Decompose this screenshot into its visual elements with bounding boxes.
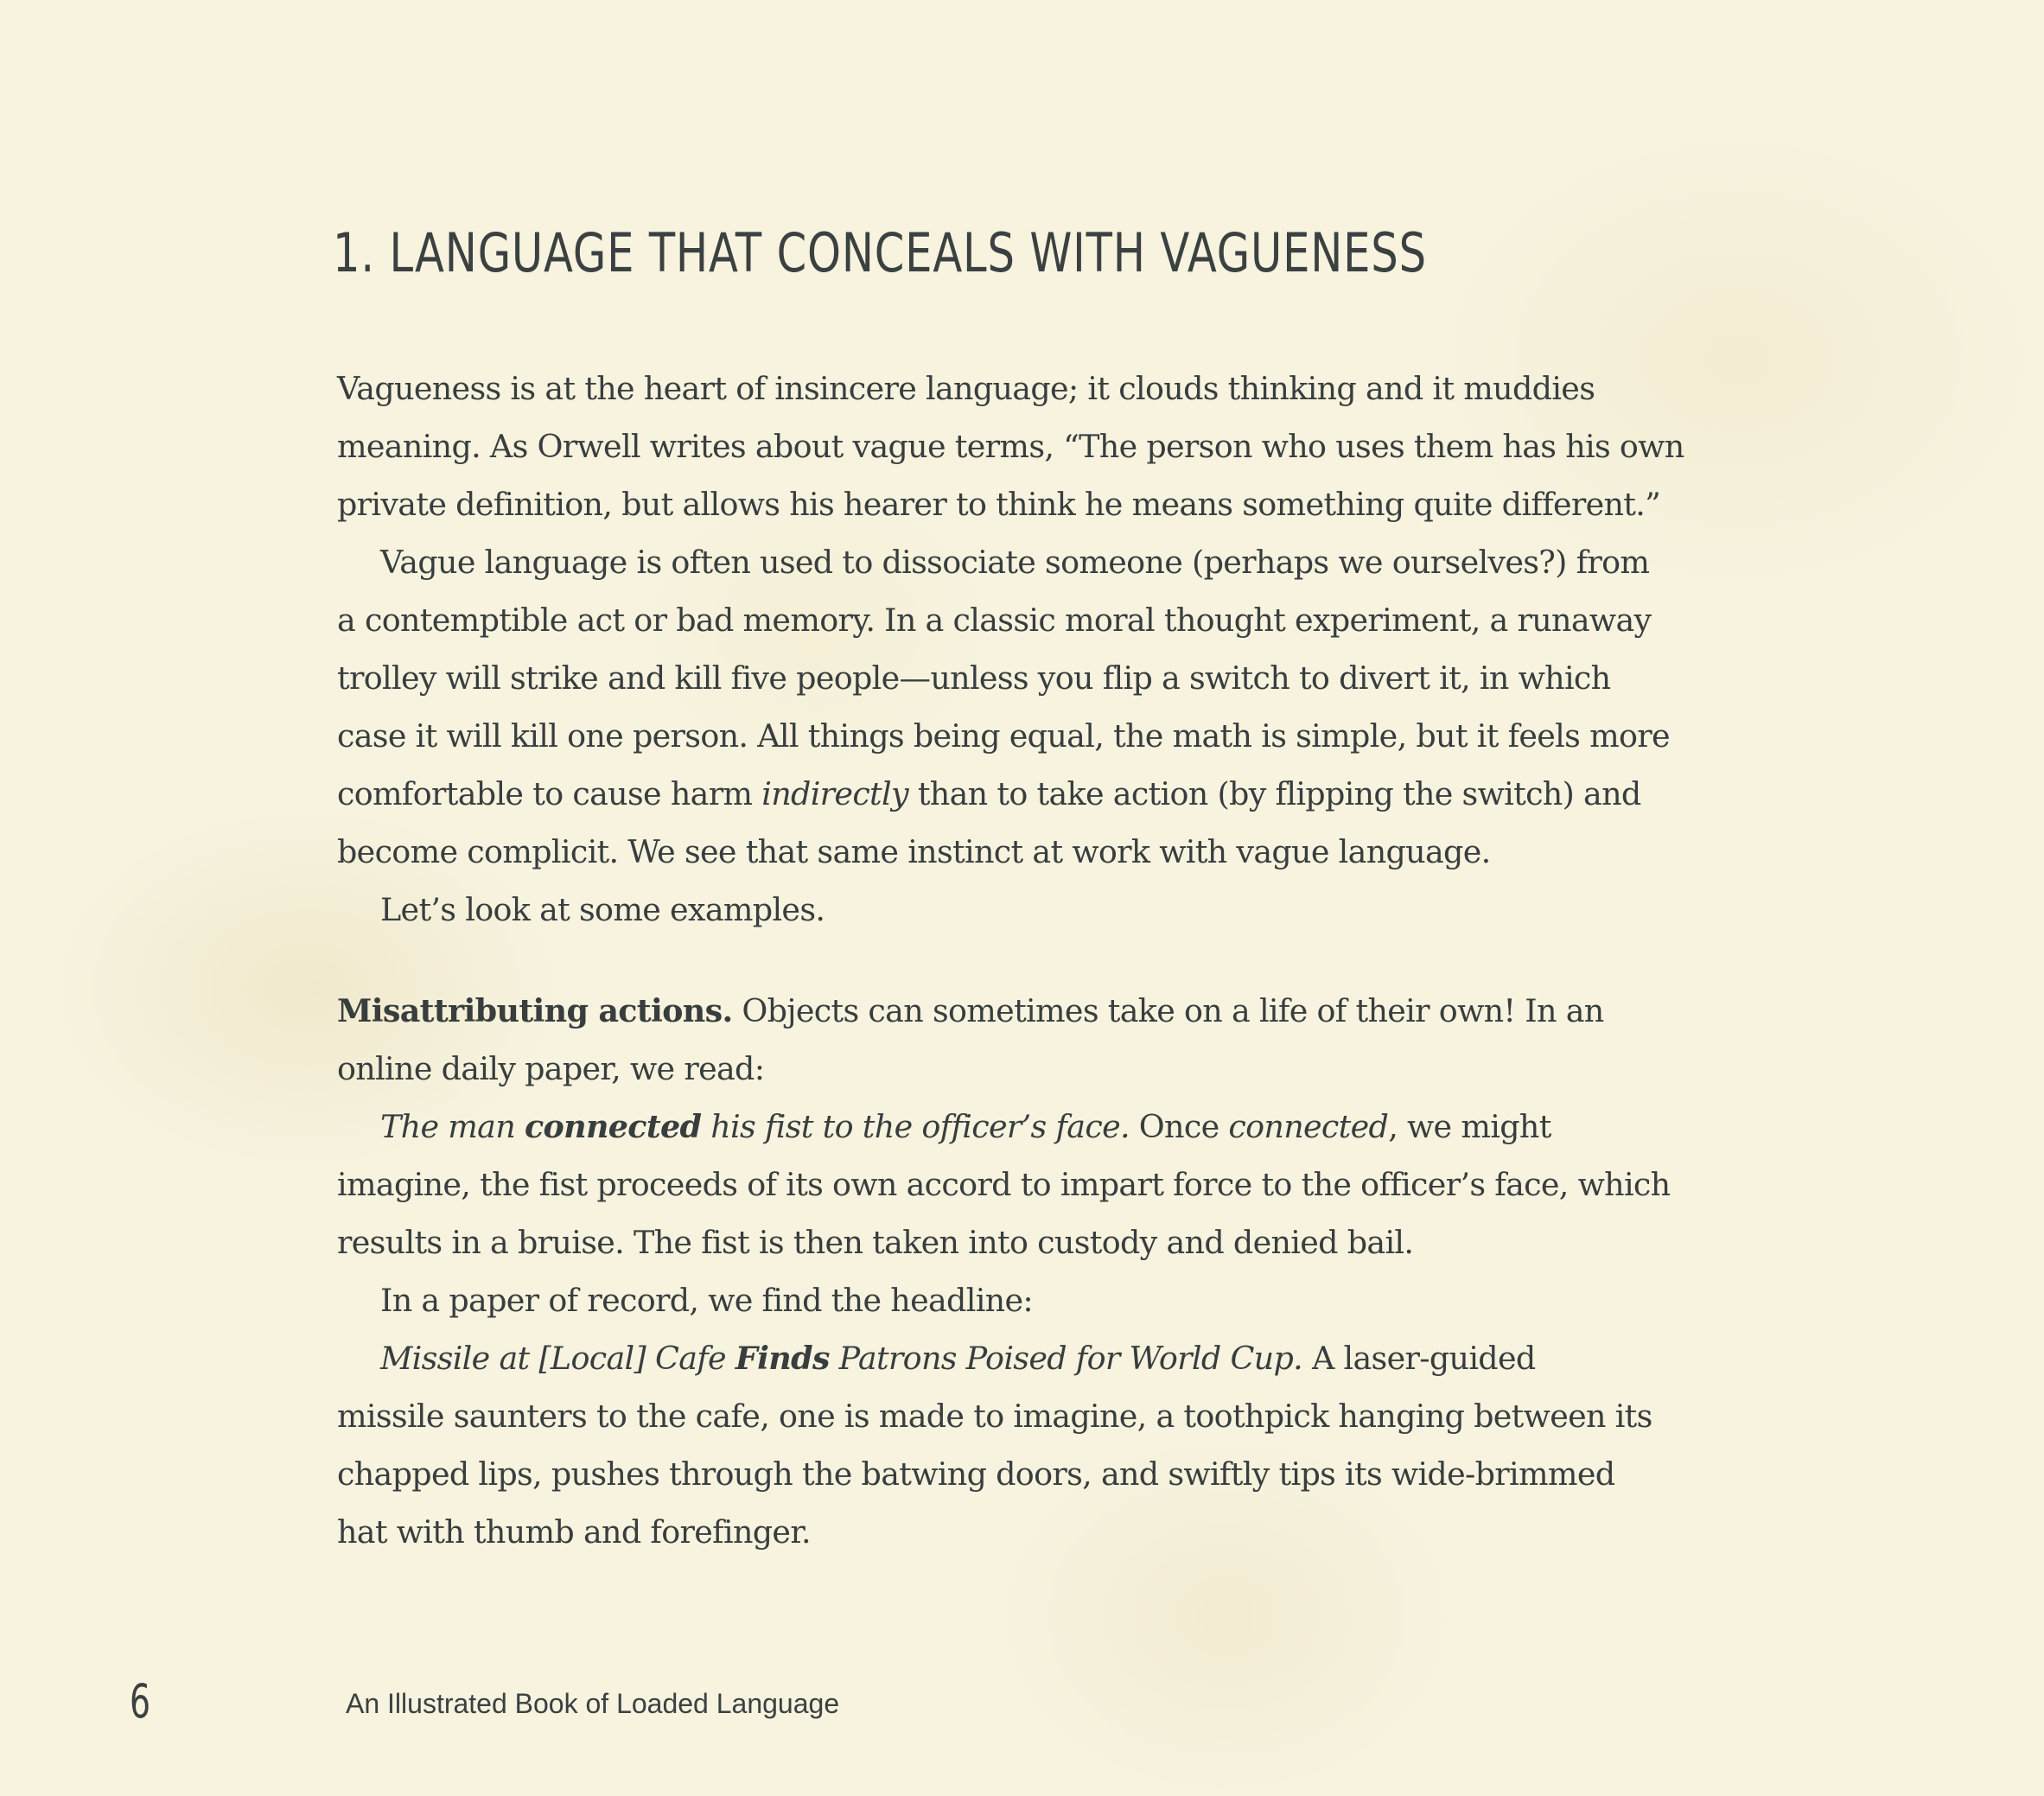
paragraph-line: a contemptible act or bad memory. In a classic moral thought experiment, a runaway bbox=[337, 602, 1652, 639]
body-text bbox=[337, 360, 1720, 1561]
paragraph-line: case it will kill one person. All things being equal, the math is simple, but it feels more bbox=[337, 717, 1670, 755]
paragraph-line: missile saunters to the cafe, one is made to imagine, a toothpick hanging between its bbox=[337, 1398, 1652, 1435]
quote-run: Patrons Poised for World Cup. bbox=[829, 1340, 1303, 1377]
paragraph-line bbox=[337, 982, 1720, 1040]
paragraph-line: In a paper of record, we find the headline: bbox=[380, 1282, 1033, 1319]
paragraph-line: imagine, the fist proceeds of its own accord to impart force to the officer’s face, which bbox=[337, 1166, 1671, 1203]
quote-run: his fist to the officer’s face. bbox=[701, 1108, 1130, 1145]
emphasis-indirectly: indirectly bbox=[761, 775, 908, 812]
paragraph-line: Let’s look at some examples. bbox=[380, 891, 825, 928]
paragraph-line: private definition, but allows his hearer to think he means something quite different.” bbox=[337, 486, 1661, 523]
text-run: Once bbox=[1129, 1108, 1229, 1145]
text-run: comfortable to cause harm bbox=[337, 775, 762, 812]
quote-run: The man bbox=[380, 1108, 525, 1145]
paragraph-line: online daily paper, we read: bbox=[337, 1050, 765, 1087]
running-footer-title: An Illustrated Book of Loaded Language bbox=[346, 1688, 840, 1719]
paragraph-line: become complicit. We see that same instinct at work with vague language. bbox=[337, 833, 1491, 870]
text-run: than to take action (by flipping the switch) and bbox=[907, 775, 1641, 812]
emphasis-connected: connected bbox=[1228, 1108, 1389, 1145]
text-run: Objects can sometimes take on a life of their own! In an bbox=[732, 992, 1604, 1029]
paragraph-line: results in a bruise. The fist is then taken into custody and denied bail. bbox=[337, 1224, 1414, 1261]
paragraph-line: Vagueness is at the heart of insincere language; it clouds thinking and it muddies bbox=[337, 370, 1595, 407]
paragraph-line: hat with thumb and forefinger. bbox=[337, 1513, 811, 1551]
quote-emphasis: connected bbox=[524, 1108, 702, 1145]
page-number: 6 bbox=[130, 1674, 151, 1729]
quote-emphasis: Finds bbox=[735, 1340, 830, 1377]
subsection-title: Misattributing actions. bbox=[337, 992, 733, 1029]
text-run: A laser-guided bbox=[1302, 1340, 1536, 1377]
paragraph-line: trolley will strike and kill five people—unless you flip a switch to divert it, in which bbox=[337, 659, 1611, 697]
paragraph-line bbox=[337, 1098, 1720, 1156]
paragraph-line bbox=[337, 765, 1720, 823]
paragraph-line: meaning. As Orwell writes about vague terms, “The person who uses them has his own bbox=[337, 428, 1684, 465]
paragraph-line: Vague language is often used to dissociate someone (perhaps we ourselves?) from bbox=[380, 544, 1650, 581]
section-heading: 1. LANGUAGE THAT CONCEALS WITH VAGUENESS bbox=[333, 221, 1427, 284]
paragraph-line bbox=[337, 1329, 1720, 1387]
text-run: , we might bbox=[1388, 1108, 1551, 1145]
paragraph-line: chapped lips, pushes through the batwing doors, and swiftly tips its wide-brimmed bbox=[337, 1455, 1615, 1493]
quote-run: Missile at [Local] Cafe bbox=[380, 1340, 735, 1377]
